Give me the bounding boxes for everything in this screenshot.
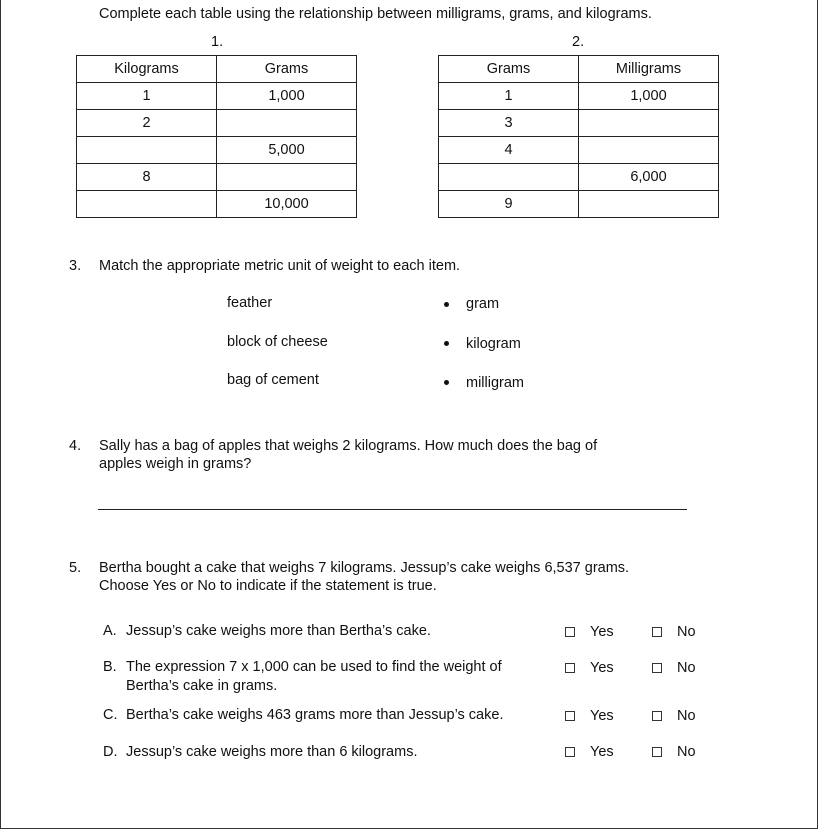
answer-cell[interactable] xyxy=(217,110,357,137)
statement-d-letter: D. xyxy=(103,744,118,760)
bullet-icon xyxy=(444,302,449,307)
table-cell: 10,000 xyxy=(217,191,357,218)
statement-d-yes-checkbox[interactable] xyxy=(565,747,575,757)
column-header-milligrams: Milligrams xyxy=(579,56,719,83)
match-unit-milligram[interactable]: milligram xyxy=(466,375,524,391)
table-row xyxy=(77,164,357,191)
statement-c-no-checkbox[interactable] xyxy=(652,711,662,721)
match-unit-kilogram[interactable]: kilogram xyxy=(466,336,521,352)
question-5-line1: Bertha bought a cake that weighs 7 kilograms. Jessup’s cake weighs 6,537 grams. xyxy=(99,560,630,576)
statement-b-no-checkbox[interactable] xyxy=(652,663,662,673)
match-item-cement[interactable]: bag of cement xyxy=(227,372,319,388)
match-unit-gram[interactable]: gram xyxy=(466,296,500,312)
table-row xyxy=(77,110,357,137)
answer-cell[interactable] xyxy=(77,137,217,164)
answer-cell[interactable] xyxy=(579,110,719,137)
statement-b-yes-checkbox[interactable] xyxy=(565,663,575,673)
table1-label: 1. xyxy=(211,34,224,50)
table-header-row xyxy=(77,56,357,83)
statement-a-text: Jessup’s cake weighs more than Bertha’s cake. xyxy=(126,623,431,639)
statement-b-text-line2: Bertha’s cake in grams. xyxy=(126,678,278,694)
table-row xyxy=(77,191,357,218)
match-item-cheese[interactable]: block of cheese xyxy=(227,334,328,350)
table-cell: 1 xyxy=(439,83,579,110)
table-row xyxy=(77,137,357,164)
statement-a-letter: A. xyxy=(103,623,117,639)
table-cell: 1 xyxy=(77,83,217,110)
table-row xyxy=(77,83,357,110)
question-3-prompt: Match the appropriate metric unit of weight to each item. xyxy=(99,258,461,274)
statement-b-letter: B. xyxy=(103,659,117,675)
bullet-icon xyxy=(444,380,449,385)
table-row xyxy=(439,110,719,137)
answer-cell[interactable] xyxy=(77,191,217,218)
question-5-number: 5. xyxy=(69,560,82,576)
table-kilograms-grams xyxy=(76,55,357,218)
answer-cell[interactable] xyxy=(579,137,719,164)
statement-a-no-checkbox[interactable] xyxy=(652,627,662,637)
statement-b-text-line1: The expression 7 x 1,000 can be used to find the weight of xyxy=(126,659,502,675)
table-cell: 3 xyxy=(439,110,579,137)
statement-d-no-label: No xyxy=(677,744,696,760)
table-cell: 1,000 xyxy=(217,83,357,110)
statement-b-no-label: No xyxy=(677,660,696,676)
answer-cell[interactable] xyxy=(217,164,357,191)
question-4-line1: Sally has a bag of apples that weighs 2 kilograms. How much does the bag of xyxy=(99,438,598,454)
table-cell: 4 xyxy=(439,137,579,164)
statement-a-no-label: No xyxy=(677,624,696,640)
bullet-icon xyxy=(444,341,449,346)
table-header-row xyxy=(439,56,719,83)
question-3-number: 3. xyxy=(69,258,82,274)
answer-cell[interactable] xyxy=(579,191,719,218)
table-row xyxy=(439,191,719,218)
statement-c-yes-label: Yes xyxy=(590,708,614,724)
statement-a-yes-checkbox[interactable] xyxy=(565,627,575,637)
answer-line[interactable] xyxy=(98,509,687,510)
answer-cell[interactable] xyxy=(439,164,579,191)
table-cell: 2 xyxy=(77,110,217,137)
table-row xyxy=(439,137,719,164)
column-header-grams: Grams xyxy=(439,56,579,83)
table-cell: 9 xyxy=(439,191,579,218)
instructions-text: Complete each table using the relationship between milligrams, grams, and kilograms. xyxy=(99,6,652,22)
question-4-number: 4. xyxy=(69,438,82,454)
match-item-feather[interactable]: feather xyxy=(227,295,273,311)
table-cell: 6,000 xyxy=(579,164,719,191)
statement-d-yes-label: Yes xyxy=(590,744,614,760)
statement-d-no-checkbox[interactable] xyxy=(652,747,662,757)
question-5-line2: Choose Yes or No to indicate if the statement is true. xyxy=(99,578,437,594)
question-4-line2: apples weigh in grams? xyxy=(99,456,252,472)
table-cell: 8 xyxy=(77,164,217,191)
column-header-kilograms: Kilograms xyxy=(77,56,217,83)
statement-c-yes-checkbox[interactable] xyxy=(565,711,575,721)
statement-a-yes-label: Yes xyxy=(590,624,614,640)
table-row xyxy=(439,164,719,191)
statement-c-no-label: No xyxy=(677,708,696,724)
table-grams-milligrams xyxy=(438,55,719,218)
statement-b-yes-label: Yes xyxy=(590,660,614,676)
table-cell: 5,000 xyxy=(217,137,357,164)
statement-d-text: Jessup’s cake weighs more than 6 kilograms. xyxy=(126,744,418,760)
statement-c-letter: C. xyxy=(103,707,118,723)
table2-label: 2. xyxy=(572,34,585,50)
statement-c-text: Bertha’s cake weighs 463 grams more than Jessup’s cake. xyxy=(126,707,504,723)
column-header-grams: Grams xyxy=(217,56,357,83)
table-cell: 1,000 xyxy=(579,83,719,110)
table-row xyxy=(439,83,719,110)
